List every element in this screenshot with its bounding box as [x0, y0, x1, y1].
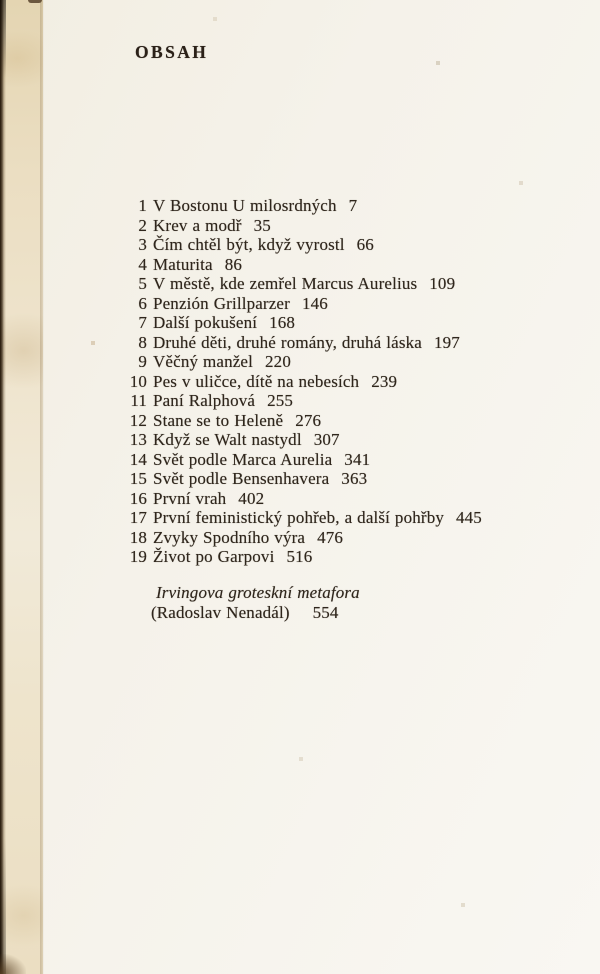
toc-chapter-title: Pes v uličce, dítě na nebesích [153, 371, 360, 391]
toc-row [123, 216, 593, 236]
toc-page-number: 445 [456, 508, 482, 527]
toc-page-number: 197 [433, 332, 460, 352]
toc-chapter-title: Svět podle Bensenhavera [153, 469, 330, 488]
toc-row [123, 372, 593, 392]
toc-chapter-number: 6 [138, 293, 147, 313]
toc-chapter-title: Věčný manžel [153, 352, 254, 371]
toc-page-number: 363 [341, 469, 368, 488]
toc-chapter-number: 15 [129, 469, 147, 488]
toc-chapter-title: Zvyky Spodního výra [153, 527, 306, 547]
toc-row [123, 391, 593, 411]
toc-page-number: 146 [301, 293, 328, 313]
toc-chapter-title: V Bostonu U milosrdných [153, 196, 337, 215]
toc-chapter-number: 16 [129, 488, 147, 508]
toc-row [123, 411, 593, 431]
toc-chapter-number: 17 [129, 508, 147, 527]
toc-page-number: 35 [253, 215, 271, 235]
toc-page-number: 307 [313, 430, 340, 449]
toc-page-number: 255 [267, 391, 294, 410]
afterword-page-number: 554 [312, 602, 339, 622]
toc-page-number: 220 [265, 352, 291, 371]
toc-chapter-title: Život po Garpovi [153, 547, 275, 566]
toc-chapter-number: 3 [138, 235, 147, 254]
toc-chapter-number: 10 [129, 371, 147, 391]
toc-page-number: 239 [371, 371, 398, 391]
toc-row [123, 255, 593, 275]
toc-chapter-title: Krev a modř [153, 215, 242, 235]
toc-chapter-number: 4 [138, 254, 147, 274]
toc-row [123, 508, 593, 528]
toc-chapter-title: Svět podle Marca Aurelia [153, 449, 333, 469]
toc-row [123, 294, 593, 314]
toc-row [123, 450, 593, 470]
toc-chapter-title: Když se Walt nastydl [153, 430, 302, 449]
toc-chapter-title: Paní Ralphová [153, 391, 256, 410]
toc-chapter-number: 12 [129, 410, 147, 430]
afterword-title: Irvingova groteskní metafora [156, 583, 360, 602]
toc-chapter-number: 11 [130, 391, 147, 410]
page-title: OBSAH [135, 42, 209, 62]
toc-row [123, 469, 593, 489]
toc-page-number: 86 [224, 254, 243, 274]
toc-chapter-title: První feministický pohřeb, a další pohřby [153, 508, 444, 527]
toc-chapter-number: 18 [129, 527, 147, 547]
toc-page-number: 341 [344, 449, 371, 469]
toc-page-number: 7 [348, 196, 358, 215]
paper-speckles [0, 0, 2, 2]
toc-chapter-number: 9 [138, 352, 147, 371]
toc-chapter-number: 1 [138, 196, 147, 215]
toc-chapter-title: Maturita [153, 254, 213, 274]
toc-chapter-title: První vrah [153, 488, 227, 508]
toc-chapter-title: V městě, kde zemřel Marcus Aurelius [153, 274, 418, 293]
toc-row [123, 333, 593, 353]
toc-row [123, 528, 593, 548]
toc-row [123, 430, 593, 450]
toc-chapter-number: 13 [129, 430, 147, 449]
toc-row [123, 274, 593, 294]
toc-page-number: 516 [286, 547, 313, 566]
toc-chapter-number: 19 [129, 547, 147, 566]
afterword-entry [151, 583, 360, 622]
toc-row [123, 196, 593, 216]
toc-chapter-title: Druhé děti, druhé romány, druhá láska [153, 332, 422, 352]
afterword-author-line [151, 603, 360, 623]
afterword-author: (Radoslav Nenadál) [151, 602, 290, 622]
toc-page-number: 476 [317, 527, 344, 547]
toc-row [123, 352, 593, 372]
page-edge-shadow [40, 0, 44, 974]
book-gutter-page-edge [0, 0, 43, 974]
toc-chapter-number: 8 [138, 332, 147, 352]
toc-page-number: 66 [356, 235, 374, 254]
toc-page-number: 109 [429, 274, 456, 293]
toc-chapter-title: Další pokušení [153, 313, 258, 332]
toc-row [123, 235, 593, 255]
scan-artifact-top [28, 0, 42, 3]
toc-row [123, 547, 593, 567]
toc-page-number: 168 [269, 313, 296, 332]
toc-chapter-title: Čím chtěl být, když vyrostl [153, 235, 345, 254]
scan-artifact-corner [0, 954, 26, 974]
toc-row [123, 313, 593, 333]
toc-chapter-number: 5 [138, 274, 147, 293]
toc-page-number: 402 [238, 488, 265, 508]
toc-row [123, 489, 593, 509]
toc-list [123, 196, 593, 567]
toc-page-number: 276 [295, 410, 322, 430]
scan-dark-edge [0, 0, 6, 974]
toc-chapter-number: 2 [138, 215, 147, 235]
toc-chapter-title: Penzión Grillparzer [153, 293, 290, 313]
toc-chapter-title: Stane se to Heleně [153, 410, 284, 430]
toc-chapter-number: 7 [138, 313, 147, 332]
toc-chapter-number: 14 [129, 449, 147, 469]
